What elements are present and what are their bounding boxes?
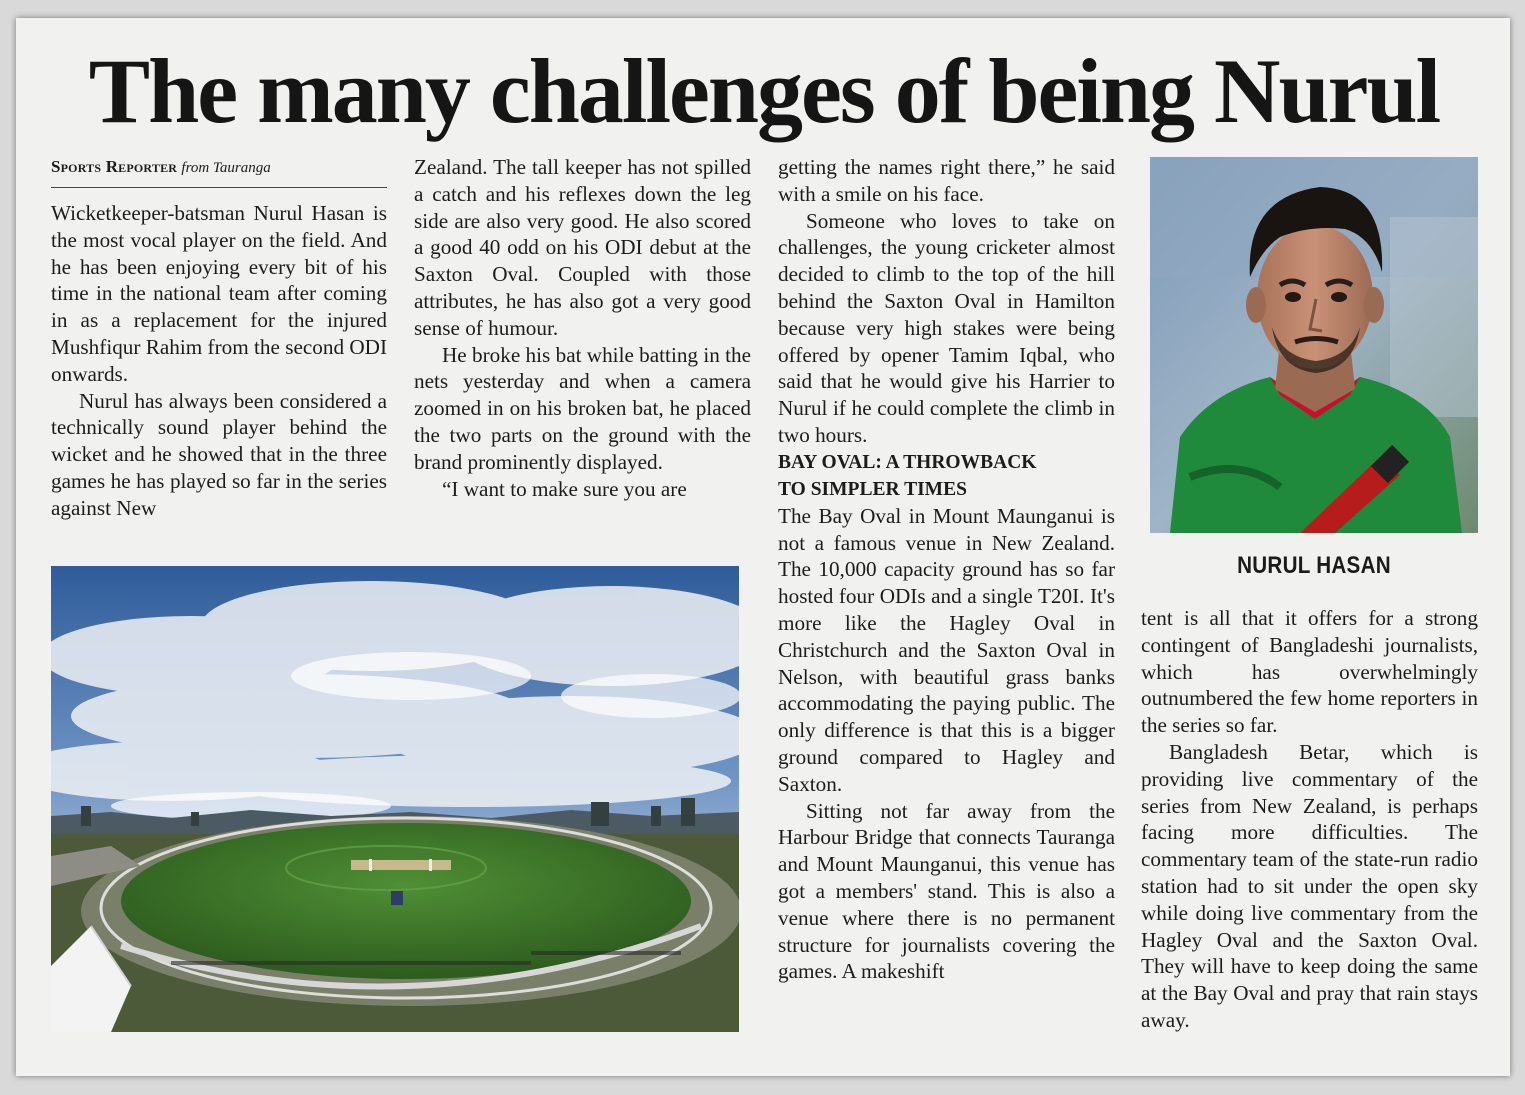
portrait-photo: [1150, 157, 1478, 533]
byline: [51, 154, 387, 188]
paragraph: Zealand. The tall keeper has not spilled a catch and his reflexes down the leg side are also very good. He also scored a good 40 odd on his ODI debut at the Saxton Oval. Coupled with those attributes, he has also got a very good sense of humour.: [414, 155, 751, 340]
paragraph: Bangladesh Betar, which is providing live commentary of the series from New Zealand, is perhaps facing more difficulties. The commentary team of the state-run radio station had to sit under the open sky while doing live commentary from the Hagley Oval and the Saxton Oval. They will have to keep doing the same at the Bay Oval and pray that rain stays away.: [1141, 739, 1478, 1032]
headline: The many challenges of being Nurul: [88, 40, 1440, 142]
paragraph: Someone who loves to take on challenges, the young cricketer almost decided to climb to the top of the hill behind the Saxton Oval in Hamilton because very high stakes were being offered by opener Tamim Iqbal, who said that he would give his Harrier to Nurul if he could complete the climb in two hours.: [778, 208, 1115, 447]
newspaper-page: [16, 18, 1510, 1076]
article-column-3: [778, 154, 1115, 985]
article-column-4: [1141, 605, 1478, 1034]
article-column-2: [414, 154, 751, 502]
subhead-line: TO SIMPLER TIMES: [778, 478, 967, 500]
paragraph: He broke his bat while batting in the nets yesterday and when a camera zoomed in on his broken bat, he placed the two parts on the ground with the brand prominently displayed.: [414, 342, 751, 474]
paragraph: “I want to make sure you are: [442, 476, 687, 501]
paragraph: The Bay Oval in Mount Maunganui is not a famous venue in New Zealand. The 10,000 capacity ground has so far hosted four ODIs and a single T20I. It's more like the Hagley Oval in Christchurch and the Saxton Oval in Nelson, with beautiful grass banks accommodating the paying public. The only difference is that this is a bigger ground compared to Hagley and Saxton.: [778, 503, 1115, 796]
paragraph: Sitting not far away from the Harbour Bridge that connects Tauranga and Mount Maunganui, this venue has got a members' stand. This is also a venue where there is no permanent structure for journalists covering the games. A makeshift: [778, 798, 1115, 984]
paragraph: tent is all that it offers for a strong contingent of Bangladeshi journalists, which has overwhelmingly outnumbered the few home reporters in the series so far.: [1141, 606, 1478, 738]
byline-location: from Tauranga: [181, 160, 271, 176]
article-column-1: [51, 154, 387, 522]
subhead-line: BAY OVAL: A THROWBACK: [778, 451, 1037, 473]
stadium-illustration: [51, 566, 739, 1032]
portrait-illustration: [1150, 157, 1478, 533]
section-subhead: [778, 449, 1115, 503]
stadium-photo: [51, 566, 739, 1032]
paragraph: getting the names right there,” he said with a smile on his face.: [778, 155, 1115, 206]
paragraph: Nurul has always been considered a technically sound player behind the wicket and he showed that in the three games he has played so far in the series against New: [51, 388, 387, 520]
paragraph: Wicketkeeper-batsman Nurul Hasan is the most vocal player on the field. And he has been enjoying every bit of his time in the national team after coming in as a replacement for the injured Mushfiqur Rahim from the second ODI onwards.: [51, 201, 387, 386]
byline-reporter: Sports Reporter: [51, 157, 178, 176]
photo-caption: NURUL HASAN: [1237, 552, 1391, 579]
